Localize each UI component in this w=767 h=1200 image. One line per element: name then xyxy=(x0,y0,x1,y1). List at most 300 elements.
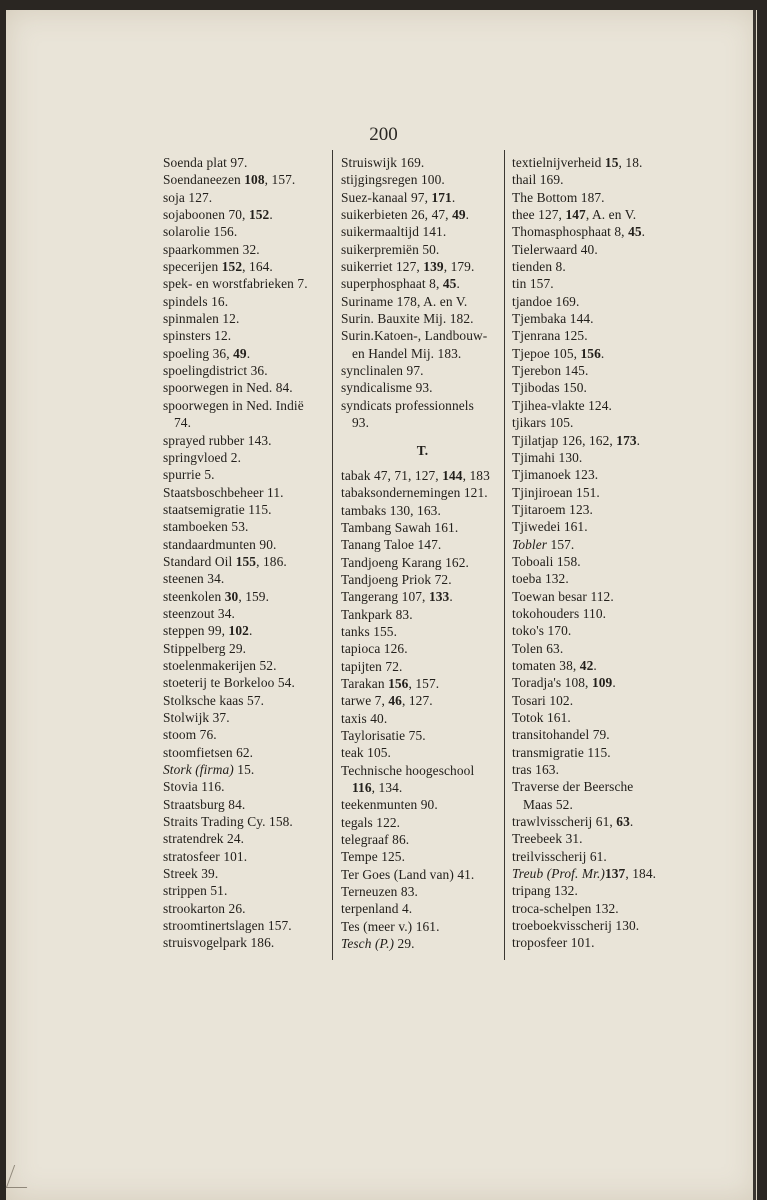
index-entry xyxy=(512,171,682,188)
entry-text: tegals 122. xyxy=(341,814,401,830)
index-entry xyxy=(512,657,682,674)
entry-text: 157. xyxy=(547,536,575,552)
index-entry xyxy=(512,640,682,657)
entry-text: tapijten 72. xyxy=(341,658,403,674)
entry-text: . xyxy=(593,657,597,673)
entry-text: , 127. xyxy=(401,693,433,709)
index-entry xyxy=(163,536,333,553)
index-entry xyxy=(512,518,682,535)
index-entry xyxy=(512,275,682,292)
entry-text: Suez-kanaal 97, xyxy=(341,189,432,205)
index-entry xyxy=(163,362,333,379)
index-entry xyxy=(512,206,682,223)
entry-text: . xyxy=(641,224,646,240)
index-entry xyxy=(163,449,333,466)
entry-text: Tandjoeng Karang 162. xyxy=(341,554,469,570)
entry-text: steppen 99, xyxy=(163,623,229,639)
entry-text: Staatsboschbeheer 11. xyxy=(163,484,284,500)
index-entry xyxy=(341,744,504,761)
index-entry xyxy=(163,432,333,449)
entry-text: transitohandel 79. xyxy=(512,727,610,743)
index-entry-continuation xyxy=(341,345,504,362)
entry-text: . xyxy=(269,207,273,223)
entry-text: Tjepoe 105, xyxy=(512,345,581,361)
entry-text: tras 163. xyxy=(512,762,560,778)
entry-text: T. xyxy=(416,442,429,458)
index-entry xyxy=(341,397,504,414)
index-entry xyxy=(341,206,504,223)
index-column-2 xyxy=(341,154,504,952)
index-entry xyxy=(163,605,333,622)
index-entry xyxy=(341,848,504,865)
entry-text: spoelingdistrict 36. xyxy=(163,363,268,379)
entry-text: , 159. xyxy=(238,588,270,604)
entry-text: , 164. xyxy=(242,259,273,275)
index-entry xyxy=(341,727,504,744)
index-entry xyxy=(512,709,682,726)
index-entry xyxy=(163,657,333,674)
index-entry xyxy=(341,189,504,206)
entry-text: specerijen xyxy=(163,259,222,275)
index-entry xyxy=(163,553,333,570)
index-entry xyxy=(163,778,333,795)
index-entry xyxy=(512,553,682,570)
page-ref-bold: 133 xyxy=(428,589,450,605)
entry-text: tapioca 126. xyxy=(341,641,408,657)
index-entry xyxy=(163,674,333,691)
entry-text: Tosari 102. xyxy=(512,692,574,708)
index-entry xyxy=(341,293,504,310)
index-entry xyxy=(163,466,333,483)
entry-text: transmigratie 115. xyxy=(512,744,611,760)
entry-text: Tolen 63. xyxy=(512,640,564,656)
page-ref-bold: 108 xyxy=(244,172,265,188)
entry-text: Standard Oil xyxy=(163,553,236,569)
index-entry xyxy=(341,675,504,692)
page-ref-bold: 49 xyxy=(233,345,247,361)
index-entry xyxy=(512,432,682,449)
index-entry xyxy=(341,814,504,831)
index-entry xyxy=(341,606,504,623)
entry-text: tomaten 38, xyxy=(512,657,580,673)
entry-text: terpenland 4. xyxy=(341,901,413,917)
index-entry xyxy=(163,934,333,951)
entry-text: Terneuzen 83. xyxy=(341,884,418,900)
entry-text: Tjinjiroean 151. xyxy=(512,484,600,500)
index-entry xyxy=(163,171,333,188)
entry-italic-text: Stork (firma) xyxy=(163,762,234,778)
page-ref-bold: 171 xyxy=(431,189,452,205)
entry-text: Tempe 125. xyxy=(341,849,406,865)
entry-text: trawlvisscherij 61, xyxy=(512,814,617,830)
index-entry xyxy=(341,918,504,935)
entry-text: spoeling 36, xyxy=(163,345,234,361)
entry-text: Tandjoeng Priok 72. xyxy=(341,571,452,587)
entry-text: treilvisscherij 61. xyxy=(512,848,607,864)
entry-text: tabak 47, 71, 127, xyxy=(341,467,443,483)
entry-text: Traverse der Beersche xyxy=(512,779,634,795)
index-entry xyxy=(512,813,682,830)
entry-text: spoorwegen in Ned. 84. xyxy=(163,380,293,396)
entry-text: troca-schelpen 132. xyxy=(512,900,619,916)
entry-text: textielnijverheid xyxy=(512,155,605,170)
index-entry xyxy=(341,554,504,571)
entry-text: Totok 161. xyxy=(512,710,571,725)
index-entry xyxy=(341,900,504,917)
index-entry xyxy=(341,762,504,779)
entry-text: thee 127, xyxy=(512,207,566,223)
index-entry xyxy=(512,536,682,553)
entry-text: toeba 132. xyxy=(512,571,569,587)
entry-text: , 186. xyxy=(256,553,287,569)
index-entry-continuation xyxy=(163,414,333,431)
entry-text: Thomasphosphaat 8, xyxy=(512,224,629,240)
entry-text: teak 105. xyxy=(341,745,391,761)
entry-text: Taylorisatie 75. xyxy=(341,728,426,743)
page-edge xyxy=(753,10,756,1200)
page-ref-bold: 147 xyxy=(565,207,586,223)
entry-text: Technische hoogeschool xyxy=(341,762,475,778)
section-heading xyxy=(341,442,504,459)
index-entry xyxy=(163,622,333,639)
index-entry xyxy=(163,640,333,657)
entry-text: Tjimahi 130. xyxy=(512,449,583,465)
index-entry xyxy=(512,484,682,501)
index-entry xyxy=(512,917,682,934)
entry-text: , 157. xyxy=(264,172,296,188)
entry-text: stoomfietsen 62. xyxy=(163,744,254,760)
entry-text: Toboali 158. xyxy=(512,553,581,569)
entry-text: Surin.Katoen-, Landbouw- xyxy=(341,328,488,344)
page-ref-bold: 173 xyxy=(616,432,637,448)
index-entry xyxy=(512,865,682,882)
entry-text: standaardmunten 90. xyxy=(163,536,277,552)
entry-text: tjandoe 169. xyxy=(512,293,580,309)
entry-text: stoelenmakerijen 52. xyxy=(163,657,277,673)
entry-text: Tjilatjap 126, 162, xyxy=(512,432,617,448)
entry-text: . xyxy=(465,207,470,223)
index-entry xyxy=(341,831,504,848)
entry-text: Tjitaroem 123. xyxy=(512,501,593,517)
entry-text: steenen 34. xyxy=(163,571,225,587)
entry-text: syndicalisme 93. xyxy=(341,380,433,396)
index-entry xyxy=(341,241,504,258)
entry-text: stamboeken 53. xyxy=(163,519,249,535)
entry-text: . xyxy=(451,189,456,205)
index-entry xyxy=(341,571,504,588)
index-entry xyxy=(163,397,333,414)
entry-text: spurrie 5. xyxy=(163,467,215,483)
entry-text: . xyxy=(456,276,460,292)
entry-text: Tangerang 107, xyxy=(341,589,429,605)
index-entry-continuation xyxy=(341,779,504,796)
index-entry xyxy=(512,189,682,206)
entry-text: 74. xyxy=(174,415,192,431)
page-ref-bold: 42 xyxy=(579,657,594,673)
entry-text: syndicats professionnels xyxy=(341,397,474,413)
index-entry xyxy=(341,519,504,536)
entry-text: superphosphaat 8, xyxy=(341,276,443,292)
index-entry xyxy=(341,883,504,900)
entry-text: tienden 8. xyxy=(512,259,566,275)
index-entry xyxy=(512,605,682,622)
page-ref-bold: 45 xyxy=(628,224,642,240)
index-entry xyxy=(163,900,333,917)
index-entry xyxy=(341,692,504,709)
entry-text: Tjihea-vlakte 124. xyxy=(512,397,612,413)
index-entry xyxy=(163,327,333,344)
index-entry xyxy=(163,189,333,206)
entry-text: stoeterij te Borkeloo 54. xyxy=(163,675,295,691)
entry-text: tarwe 7, xyxy=(341,693,389,709)
index-entry xyxy=(512,345,682,362)
index-entry xyxy=(512,692,682,709)
entry-text: Tjimanoek 123. xyxy=(512,467,599,483)
index-entry xyxy=(163,154,333,171)
page-ref-bold: 15 xyxy=(604,155,619,170)
index-entry xyxy=(341,171,504,188)
entry-text: strippen 51. xyxy=(163,883,228,899)
entry-text: spaarkommen 32. xyxy=(163,241,260,257)
index-entry xyxy=(512,258,682,275)
entry-text: steenzout 34. xyxy=(163,605,235,621)
index-entry xyxy=(512,501,682,518)
index-entry xyxy=(163,310,333,327)
entry-text: Soendaneezen xyxy=(163,172,245,188)
entry-text: Tjembaka 144. xyxy=(512,311,594,327)
page-ref-bold: 116 xyxy=(352,780,372,796)
entry-text: tokohouders 110. xyxy=(512,605,607,621)
index-entry xyxy=(341,484,504,501)
entry-text: telegraaf 86. xyxy=(341,832,410,848)
index-entry xyxy=(512,570,682,587)
page-ref-bold: 109 xyxy=(591,675,613,691)
entry-text: . xyxy=(636,432,641,448)
entry-text: Tarakan xyxy=(341,675,389,691)
entry-text: . xyxy=(246,345,251,361)
entry-text: , A. en V. xyxy=(585,207,637,223)
index-entry xyxy=(163,570,333,587)
column-divider xyxy=(504,150,505,960)
index-entry xyxy=(341,379,504,396)
entry-text: suikerpremiën 50. xyxy=(341,241,440,257)
entry-text: 29. xyxy=(394,936,415,952)
entry-text: sojaboonen 70, xyxy=(163,207,249,223)
entry-text: Tes (meer v.) 161. xyxy=(341,918,440,934)
index-column-1 xyxy=(163,154,333,952)
entry-text: spek- en worstfabrieken 7. xyxy=(163,276,308,292)
index-entry xyxy=(512,327,682,344)
index-entry xyxy=(341,310,504,327)
index-entry xyxy=(341,502,504,519)
entry-text: stratosfeer 101. xyxy=(163,848,248,864)
entry-text: tripang 132. xyxy=(512,883,578,899)
index-entry xyxy=(512,848,682,865)
index-entry xyxy=(341,623,504,640)
entry-text: struisvogelpark 186. xyxy=(163,935,275,951)
page-ref-bold: 156 xyxy=(388,675,409,691)
page-ref-bold: 63 xyxy=(616,814,630,830)
index-entry xyxy=(341,588,504,605)
index-entry xyxy=(512,362,682,379)
page-ref-bold: 152 xyxy=(248,207,270,223)
page-ref-bold: 156 xyxy=(580,345,601,361)
index-entry xyxy=(512,882,682,899)
index-entry xyxy=(341,536,504,553)
entry-text: spindels 16. xyxy=(163,293,229,309)
entry-text: solarolie 156. xyxy=(163,224,238,240)
index-entry xyxy=(512,310,682,327)
index-entry xyxy=(163,726,333,743)
entry-text: . xyxy=(629,814,634,830)
index-entry xyxy=(163,345,333,362)
entry-text: strookarton 26. xyxy=(163,900,246,916)
index-entry xyxy=(341,154,504,171)
entry-text: . xyxy=(600,345,605,361)
index-entry xyxy=(163,917,333,934)
entry-text: tambaks 130, 163. xyxy=(341,502,441,518)
entry-text: The Bottom 187. xyxy=(512,189,605,205)
index-entry xyxy=(341,796,504,813)
entry-text: teekenmunten 90. xyxy=(341,797,438,813)
index-entry xyxy=(512,761,682,778)
index-entry xyxy=(512,588,682,605)
entry-text: spoorwegen in Ned. Indië xyxy=(163,397,304,413)
entry-text: suikerbieten 26, 47, xyxy=(341,207,453,223)
entry-text: tabaksondernemingen 121. xyxy=(341,485,488,501)
index-entry xyxy=(341,258,504,275)
index-entry xyxy=(341,327,504,344)
entry-text: troeboekvisscherij 130. xyxy=(512,918,640,934)
entry-text: , 183 xyxy=(462,467,490,483)
index-entry xyxy=(163,865,333,882)
entry-text: stijgingsregen 100. xyxy=(341,172,445,188)
entry-text: stroomtinertslagen 157. xyxy=(163,918,292,934)
entry-text: Ter Goes (Land van) 41. xyxy=(341,866,475,882)
entry-text: troposfeer 101. xyxy=(512,935,595,951)
entry-italic-text: Treub (Prof. Mr.) xyxy=(512,866,605,882)
entry-text: spinsters 12. xyxy=(163,328,232,344)
entry-text: staatsemigratie 115. xyxy=(163,501,272,517)
index-entry xyxy=(163,275,333,292)
index-entry xyxy=(163,882,333,899)
index-entry xyxy=(163,206,333,223)
entry-text: tanks 155. xyxy=(341,623,398,639)
entry-text: Tankpark 83. xyxy=(341,606,413,622)
entry-text: toko's 170. xyxy=(512,623,572,639)
entry-italic-text: Tobler xyxy=(512,536,548,552)
index-entry xyxy=(341,710,504,727)
index-entry xyxy=(163,744,333,761)
entry-text: 93. xyxy=(352,415,370,431)
entry-text: Stippelberg 29. xyxy=(163,640,247,656)
entry-text: Straatsburg 84. xyxy=(163,796,246,812)
entry-text: , 134. xyxy=(371,780,403,796)
entry-italic-text: Tesch (P.) xyxy=(341,936,395,952)
entry-text: Streek 39. xyxy=(163,866,219,882)
entry-text: . xyxy=(449,589,453,605)
index-entry xyxy=(512,934,682,951)
index-entry xyxy=(341,362,504,379)
index-entry xyxy=(512,778,682,795)
index-entry xyxy=(163,241,333,258)
entry-text: spinmalen 12. xyxy=(163,311,240,327)
entry-text: steenkolen xyxy=(163,588,225,604)
index-entry xyxy=(163,761,333,778)
page-ref-bold: 46 xyxy=(388,693,402,709)
entry-text: sprayed rubber 143. xyxy=(163,432,272,448)
entry-text: Soenda plat 97. xyxy=(163,155,248,170)
index-entry xyxy=(341,223,504,240)
entry-text: , 184. xyxy=(625,866,657,882)
entry-text: Suriname 178, A. en V. xyxy=(341,293,468,309)
index-entry xyxy=(512,223,682,240)
entry-text: taxis 40. xyxy=(341,710,388,726)
entry-text: , 179. xyxy=(443,259,475,275)
index-entry xyxy=(512,154,682,171)
entry-text: soja 127. xyxy=(163,189,213,205)
index-entry xyxy=(512,726,682,743)
entry-text: Toewan besar 112. xyxy=(512,588,614,604)
page-number: 200 xyxy=(369,124,398,145)
index-entry xyxy=(512,414,682,431)
index-entry xyxy=(163,258,333,275)
index-entry xyxy=(512,241,682,258)
entry-text: Tjiwedei 161. xyxy=(512,519,588,535)
index-entry xyxy=(512,744,682,761)
page-ref-bold: 152 xyxy=(221,259,243,275)
entry-text: Stolksche kaas 57. xyxy=(163,692,265,708)
entry-text: Tambang Sawah 161. xyxy=(341,519,459,535)
entry-text: suikermaaltijd 141. xyxy=(341,224,447,240)
entry-text: Tjenrana 125. xyxy=(512,328,588,344)
index-entry xyxy=(163,379,333,396)
index-entry xyxy=(512,449,682,466)
index-entry xyxy=(163,484,333,501)
index-entry xyxy=(512,830,682,847)
entry-text: Treebeek 31. xyxy=(512,831,583,847)
index-entry xyxy=(341,640,504,657)
index-entry xyxy=(512,293,682,310)
index-entry xyxy=(512,622,682,639)
index-entry xyxy=(512,397,682,414)
entry-text: springvloed 2. xyxy=(163,449,242,465)
index-entry xyxy=(163,518,333,535)
index-entry xyxy=(512,674,682,691)
page-ref-bold: 144 xyxy=(442,467,463,483)
page-ref-bold: 30 xyxy=(224,588,239,604)
index-entry xyxy=(163,848,333,865)
index-entry xyxy=(163,501,333,518)
index-entry xyxy=(163,796,333,813)
entry-text: Stolwijk 37. xyxy=(163,710,230,725)
entry-text: Surin. Bauxite Mij. 182. xyxy=(341,311,474,327)
index-entry xyxy=(341,935,504,952)
index-entry xyxy=(163,293,333,310)
entry-text: thail 169. xyxy=(512,172,564,188)
page-ref-bold: 45 xyxy=(442,276,457,292)
page-ref-bold: 102 xyxy=(228,623,249,639)
entry-text: . xyxy=(612,675,616,691)
page-ref-bold: 155 xyxy=(235,553,257,569)
index-entry-continuation xyxy=(341,414,504,431)
entry-text: , 157. xyxy=(408,675,440,691)
entry-text: tin 157. xyxy=(512,276,554,292)
entry-text: Maas 52. xyxy=(523,796,573,812)
entry-text: Straits Trading Cy. 158. xyxy=(163,814,293,830)
index-entry xyxy=(163,223,333,240)
entry-text: en Handel Mij. 183. xyxy=(352,345,462,361)
